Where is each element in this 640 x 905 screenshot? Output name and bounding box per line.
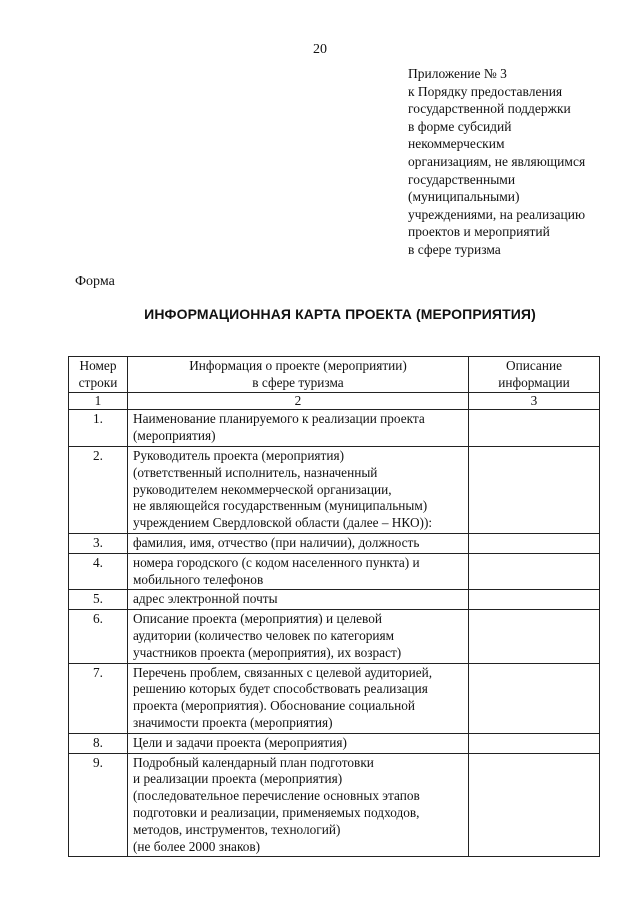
row-info: Описание проекта (мероприятия) и целевой аудитории (количество человек по категориям участников проекта (мероприятия), их возраст) <box>128 610 469 663</box>
index-cell: 2 <box>128 392 469 410</box>
table-row <box>69 553 600 590</box>
row-description[interactable] <box>469 410 600 447</box>
row-info: Цели и задачи проекта (мероприятия) <box>128 733 469 753</box>
table-row <box>69 590 600 610</box>
info-table <box>68 356 600 857</box>
row-number: 4. <box>69 553 128 590</box>
row-description[interactable] <box>469 610 600 663</box>
table-row <box>69 410 600 447</box>
page-number: 20 <box>313 42 327 57</box>
appendix-line: к Порядку предоставления <box>408 83 563 99</box>
index-cell: 3 <box>469 392 600 410</box>
appendix-line: организациям, не являющимся <box>408 153 586 169</box>
index-cell: 1 <box>69 392 128 410</box>
appendix-line: в сфере туризма <box>408 241 501 257</box>
row-number: 9. <box>69 753 128 857</box>
table-row <box>69 610 600 663</box>
row-number: 3. <box>69 533 128 553</box>
row-description[interactable] <box>469 590 600 610</box>
header-number: Номер строки <box>69 357 128 393</box>
row-info: номера городского (с кодом населенного пункта) и мобильного телефонов <box>128 553 469 590</box>
appendix-line: проектов и мероприятий <box>408 224 550 240</box>
row-number: 6. <box>69 610 128 663</box>
row-number: 5. <box>69 590 128 610</box>
row-description[interactable] <box>469 733 600 753</box>
row-number: 2. <box>69 446 128 533</box>
row-description[interactable] <box>469 553 600 590</box>
row-number: 7. <box>69 663 128 733</box>
table-row <box>69 663 600 733</box>
header-description: Описание информации <box>469 357 600 393</box>
row-number: 1. <box>69 410 128 447</box>
row-description[interactable] <box>469 446 600 533</box>
appendix-block <box>408 65 633 259</box>
row-description[interactable] <box>469 533 600 553</box>
row-info: Перечень проблем, связанных с целевой аудиторией, решению которых будет способствовать реализация проекта (мероприятия). Обоснование социальной значимости проекта (мероприятия) <box>128 663 469 733</box>
row-info: адрес электронной почты <box>128 590 469 610</box>
appendix-line: некоммерческим <box>408 136 505 152</box>
appendix-line: (муниципальными) <box>408 189 520 205</box>
document-title: ИНФОРМАЦИОННАЯ КАРТА ПРОЕКТА (МЕРОПРИЯТИЯ) <box>144 306 536 322</box>
appendix-line: государственными <box>408 171 516 187</box>
table-row <box>69 753 600 857</box>
appendix-line: государственной поддержки <box>408 101 571 117</box>
row-description[interactable] <box>469 663 600 733</box>
row-description[interactable] <box>469 753 600 857</box>
column-index-row <box>69 392 600 410</box>
row-info: Подробный календарный план подготовки и реализации проекта (мероприятия) (последовательное перечисление основных этапов подготовки и реализации, применяемых подходов, методов, инструментов, технологий) (не более 2000 знаков) <box>128 753 469 857</box>
appendix-line: в форме субсидий <box>408 118 512 134</box>
row-number: 8. <box>69 733 128 753</box>
form-label: Форма <box>75 274 115 289</box>
header-info: Информация о проекте (мероприятии) в сфере туризма <box>128 357 469 393</box>
appendix-line: учреждениями, на реализацию <box>408 206 586 222</box>
table-row <box>69 446 600 533</box>
row-info: Руководитель проекта (мероприятия) (ответственный исполнитель, назначенный руководителем некоммерческой организации, не являющейся государственным (муниципальным) учреждением Свердловской области (далее – НКО)): <box>128 446 469 533</box>
row-info: Наименование планируемого к реализации проекта (мероприятия) <box>128 410 469 447</box>
table-header-row <box>69 357 600 393</box>
table-row <box>69 533 600 553</box>
table-row <box>69 733 600 753</box>
row-info: фамилия, имя, отчество (при наличии), должность <box>128 533 469 553</box>
appendix-line: Приложение № 3 <box>408 66 507 81</box>
